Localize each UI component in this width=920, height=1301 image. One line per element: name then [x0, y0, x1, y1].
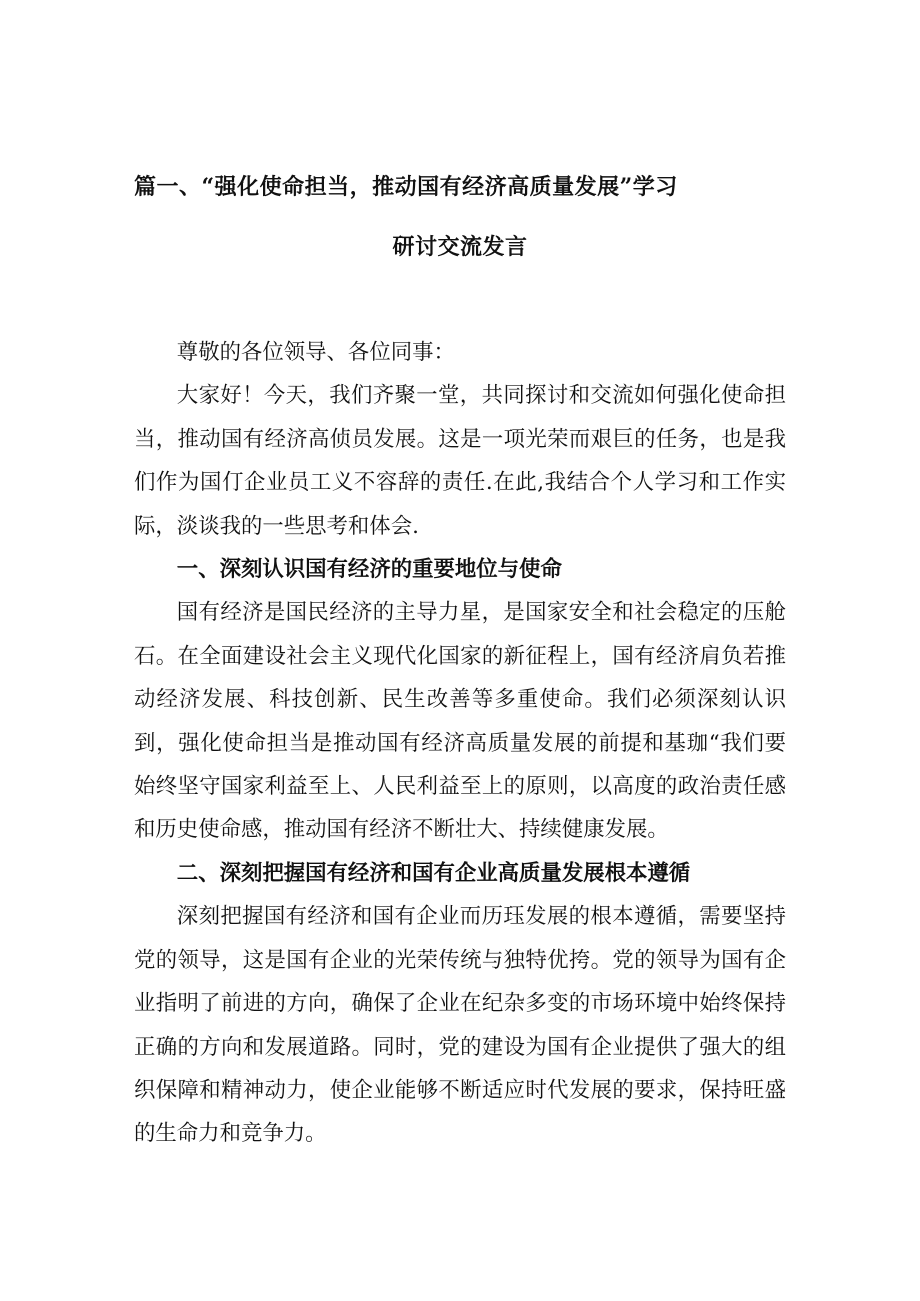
- paragraph-section-2: 深刻把握国有经济和国有企业而历珏发展的根本遵循，需要坚持党的领导，这是国有企业的光荣传统与独特优挎。党的领导为国有企业指明了前进的方向，确保了企业在纪杂多变的市场环境中始终保持正确的方向和发展道路。同时，党的建设为国有企业提供了强大的组织保障和精神动力，使企业能够不断适应时代发展的要求，保持旺盛的生命力和竞争力。: [134, 904, 786, 1147]
- document-body: [134, 331, 786, 1156]
- section-heading-2: 二、深刻把握国有经济和国有企业高质量发展根本遵循: [176, 860, 691, 886]
- document-subtitle: 研讨交流发言: [392, 234, 528, 260]
- salutation: 尊敬的各位领导、各位同事：: [176, 340, 455, 365]
- section-heading-1: 一、深刻认识国有经济的重要地位与使命: [176, 557, 562, 583]
- document-title: 篇一、“强化使命担当，推动国有经济高质量发展”学习: [134, 174, 678, 200]
- paragraph-section-1: 国有经济是国民经济的主导力星，是国家安全和社会稳定的压舱石。在全面建设社会主义现代化国家的新征程上，国有经济肩负若推动经济发展、科技创新、民生改善等多重使命。我们必须深刻认识到，强化使命担当是推动国有经济高质量发展的前提和基珈“我们要始终坚守国家利益至上、人民利益至上的原则，以高度的政治责任感和历史使命感，推动国有经济不断壮大、持续健康发展。: [134, 600, 786, 843]
- paragraph-intro: 大家好！今天，我们齐聚一堂，共同探讨和交流如何强化使命担当，推动国有经济高侦员发展。这是一项光荣而艰巨的任务，也是我们作为国仃企业员工义不容辞的责任.在此,我结合个人学习和工作实际，淡谈我的一些思考和体会.: [134, 383, 786, 539]
